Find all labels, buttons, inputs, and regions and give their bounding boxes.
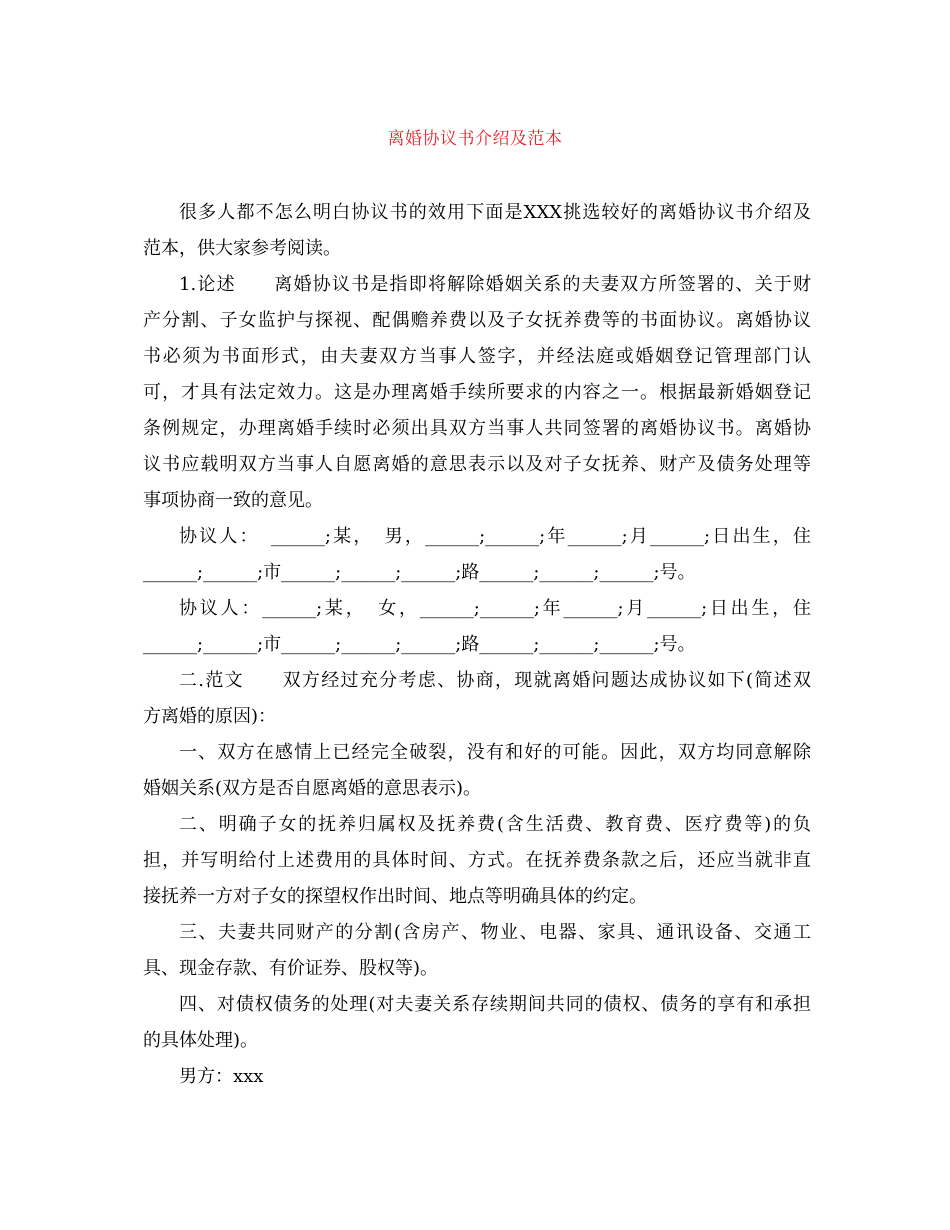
clause-line: 具、现金存款、有价证券、股权等)。 — [143, 958, 439, 979]
paragraph-line: 范本，供大家参考阅读。 — [143, 238, 341, 259]
clause-line: 一、双方在感情上已经完全破裂，没有和好的可能。因此，双方均同意解除 — [179, 742, 811, 763]
document-body — [143, 195, 811, 1095]
paragraph-line: 很多人都不怎么明白协议书的效用下面是XXX挑选较好的离婚协议书介绍及 — [179, 202, 811, 223]
paragraph-line: 可，才具有法定效力。这是办理离婚手续所要求的内容之一。根据最新婚姻登记 — [143, 382, 811, 403]
paragraph-line: 产分割、子女监护与探视、配偶赡养费以及子女抚养费等的书面协议。离婚协议 — [143, 310, 811, 331]
clause-line: 担，并写明给付上述费用的具体时间、方式。在抚养费条款之后，还应当就非直 — [143, 850, 811, 871]
paragraph-line: 议书应载明双方当事人自愿离婚的意思表示以及对子女抚养、财产及债务处理等 — [143, 454, 811, 475]
male-party-line: 男方：xxx — [179, 1066, 264, 1087]
clause-line: 三、夫妻共同财产的分割(含房产、物业、电器、家具、通讯设备、交通工 — [179, 922, 811, 943]
paragraph-line: 事项协商一致的意见。 — [143, 490, 323, 511]
clause-line: 二、明确子女的抚养归属权及抚养费(含生活费、教育费、医疗费等)的负 — [179, 814, 811, 835]
clause-line: 的具体处理)。 — [143, 1030, 259, 1051]
signatory-line: 协议人：______;某， 女，______;______;年______;月______;日出生，住 — [179, 598, 811, 619]
paragraph-line: 二.范文 双方经过充分考虑、协商，现就离婚问题达成协议如下(简述双 — [179, 670, 811, 691]
clause-line: 婚姻关系(双方是否自愿离婚的意思表示)。 — [143, 778, 482, 799]
signatory-line: ______;______;市______;______;______;路______;______;______;号。 — [143, 634, 696, 655]
document-title: 离婚协议书介绍及范本 — [387, 129, 563, 149]
clause-line: 四、对债权债务的处理(对夫妻关系存续期间共同的债权、债务的享有和承担 — [179, 994, 811, 1015]
signatory-line: ______;______;市______;______;______;路______;______;______;号。 — [143, 562, 696, 583]
signatory-line: 协议人： ______;某， 男，______;______;年______;月______;日出生，住 — [179, 526, 811, 547]
paragraph-line: 1.论述 离婚协议书是指即将解除婚姻关系的夫妻双方所签署的、关于财 — [179, 274, 811, 295]
paragraph-line: 条例规定，办理离婚手续时必须出具双方当事人共同签署的离婚协议书。离婚协 — [143, 418, 811, 439]
clause-line: 接抚养一方对子女的探望权作出时间、地点等明确具体的约定。 — [143, 886, 647, 907]
paragraph-line: 书必须为书面形式，由夫妻双方当事人签字，并经法庭或婚姻登记管理部门认 — [143, 346, 811, 367]
paragraph-line: 方离婚的原因)： — [143, 706, 277, 727]
